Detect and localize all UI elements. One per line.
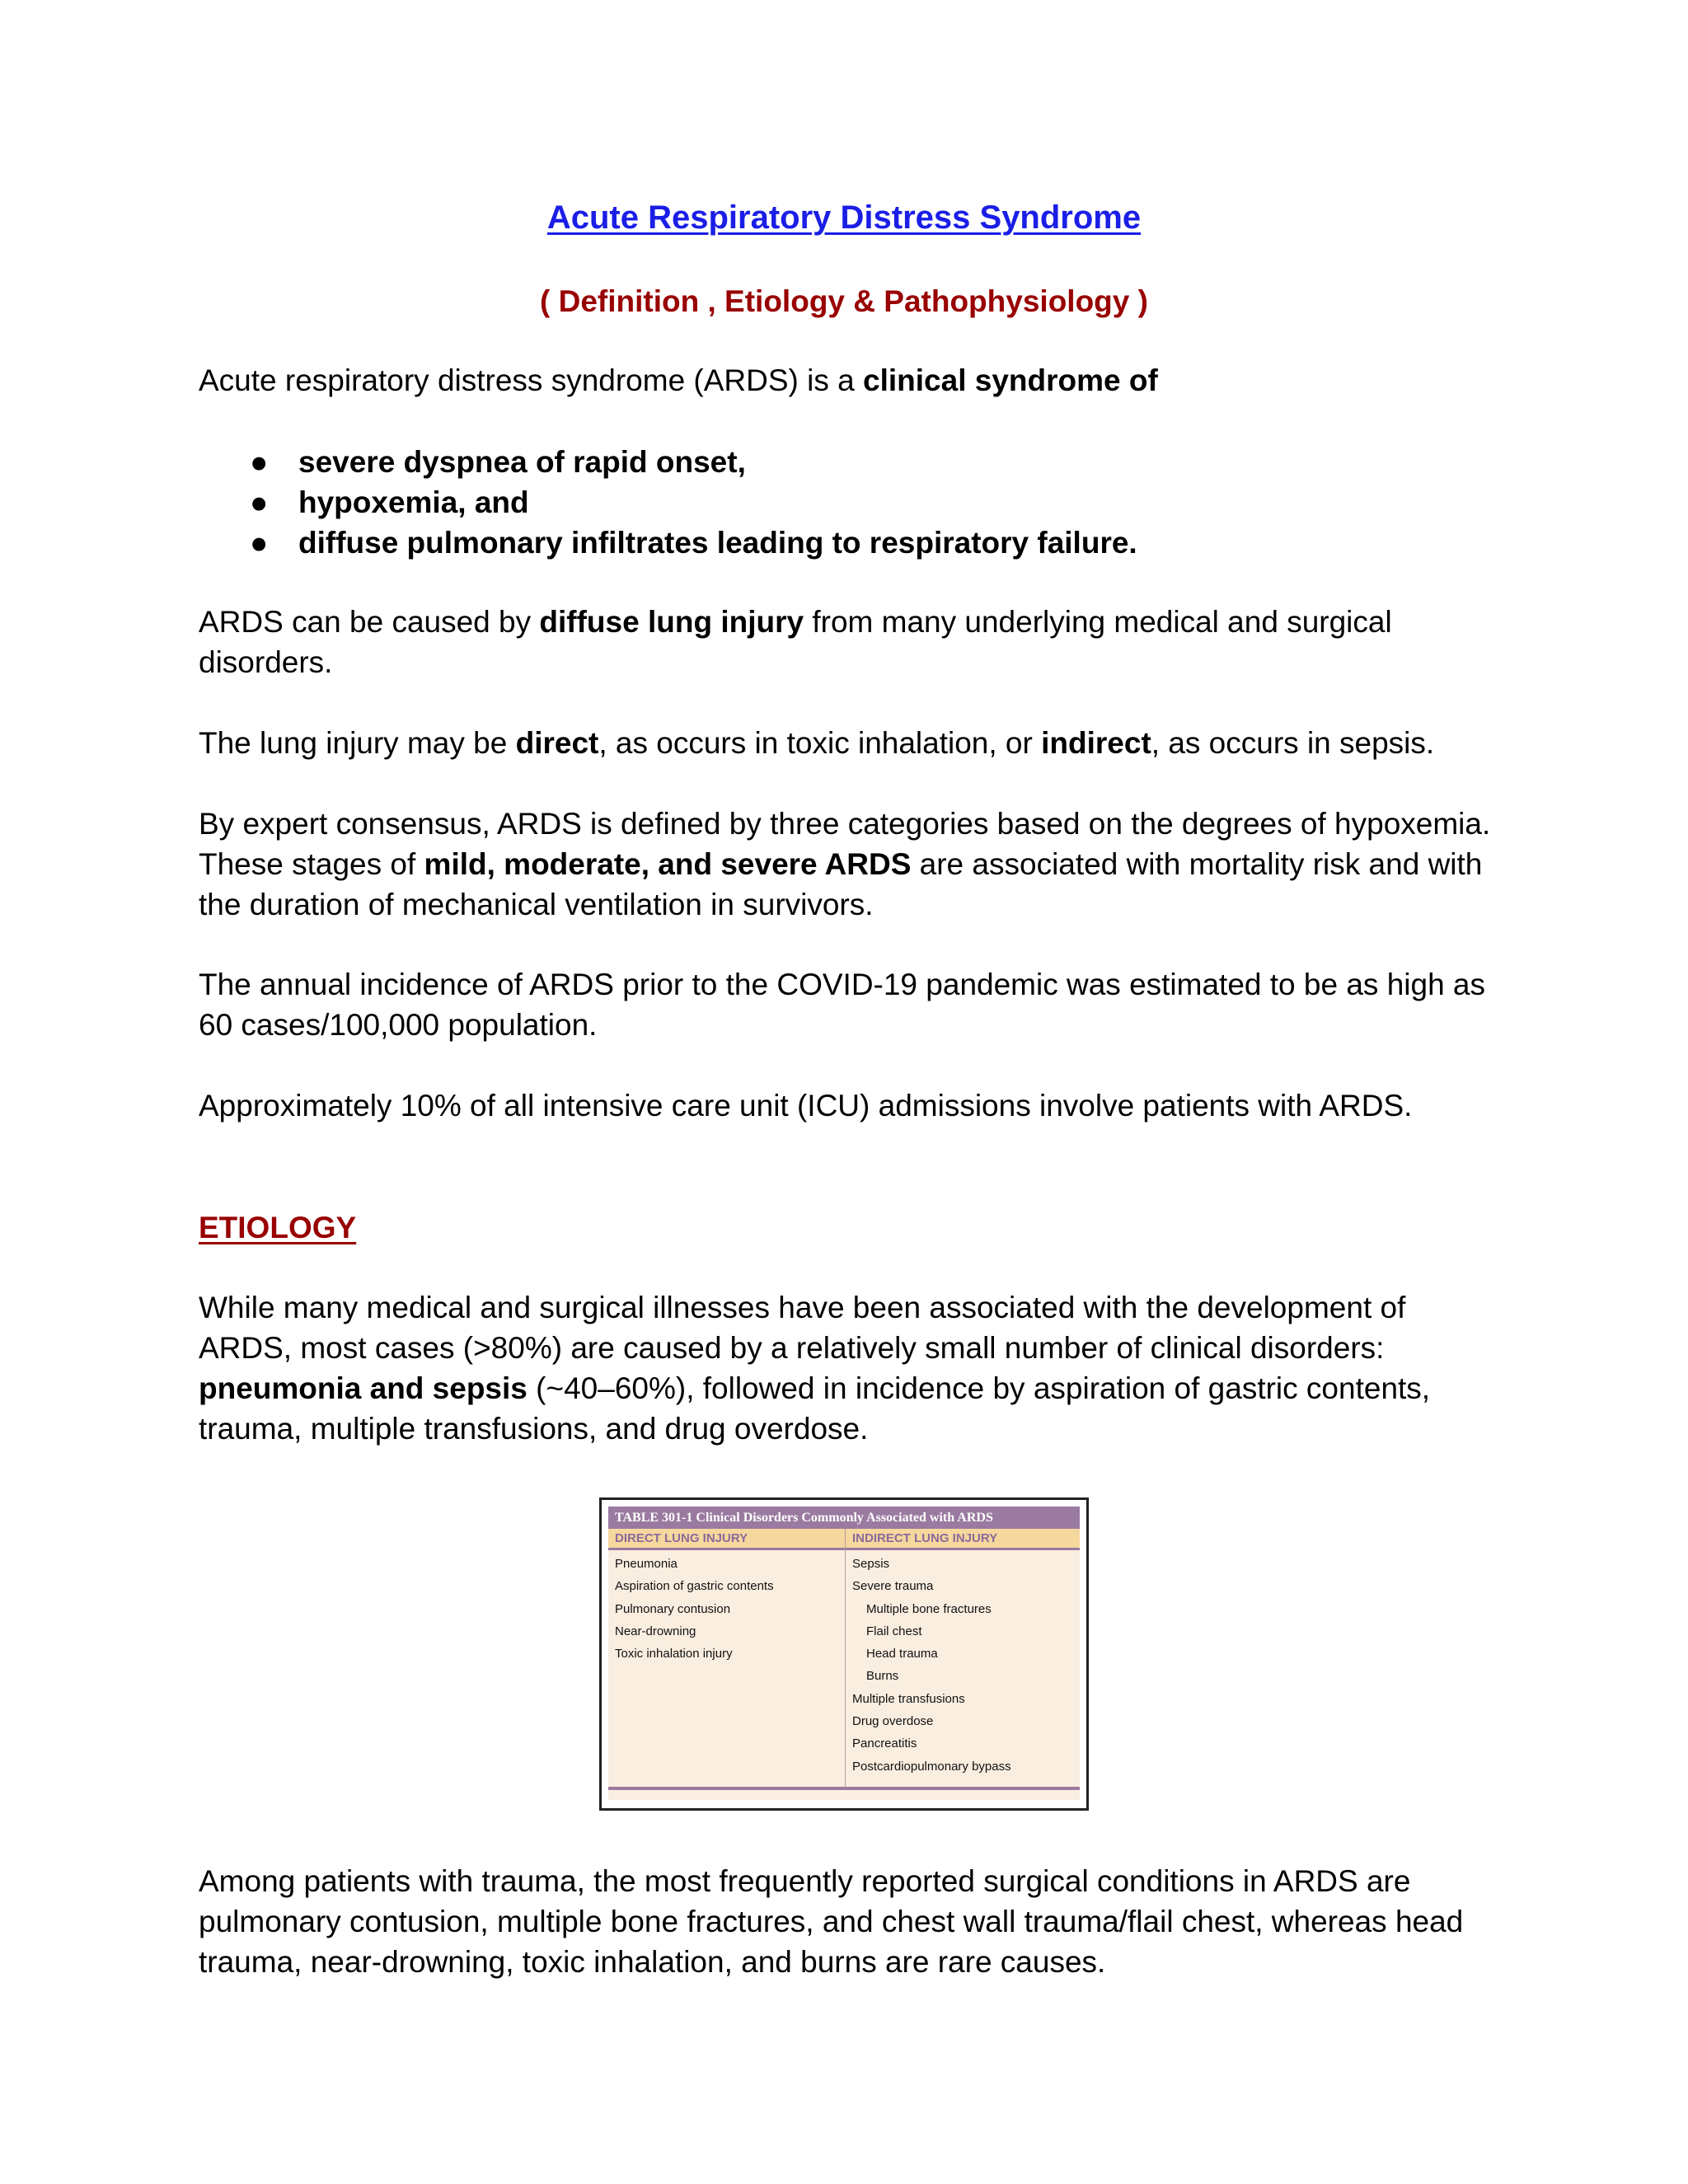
document-title — [0, 196, 1688, 239]
table-cell: Drug overdose — [852, 1714, 934, 1729]
disorders-table — [608, 1507, 1080, 1800]
table-cell: Postcardiopulmonary bypass — [852, 1759, 1011, 1774]
table-title: TABLE 301-1 Clinical Disorders Commonly Associated with ARDS — [608, 1507, 1080, 1529]
etiology-paragraph: While many medical and surgical illnesses have been associated with the development of ARDS, most cases (>80%) are caused by a relatively small number of clinical disorders: pneumonia and sepsis (~40–60%), followed in incidence by aspiration of gastric contents, trauma, multiple transfusions, and drug overdose. — [199, 1291, 1431, 1446]
table-figure — [599, 1497, 1089, 1811]
list-item: ● diffuse pulmonary infiltrates leading to respiratory failure. — [199, 523, 1501, 563]
table-cell: Toxic inhalation injury — [615, 1647, 733, 1661]
table-cell: Head trauma — [866, 1647, 938, 1661]
table-cell: Near-drowning — [615, 1624, 696, 1638]
table-cell: Burns — [866, 1669, 899, 1684]
list-item: ● severe dyspnea of rapid onset, — [199, 442, 1501, 482]
list-item: ● hypoxemia, and — [199, 482, 1501, 523]
trauma-paragraph: Among patients with trauma, the most frequently reported surgical conditions in ARDS are pulmonary contusion, multiple bone fractures, and chest wall trauma/flail chest, whereas head trauma, near-drowning, toxic inhalation, and burns are rare causes. — [199, 1864, 1464, 1979]
incidence-paragraph: The annual incidence of ARDS prior to the COVID-19 pandemic was estimated to be as high as 60 cases/100,000 population. — [199, 968, 1486, 1042]
bullet-icon: ● — [250, 485, 269, 519]
section-heading-etiology: ETIOLOGY — [199, 1211, 357, 1244]
table-cell: Sepsis — [852, 1557, 890, 1571]
bullet-icon: ● — [250, 526, 269, 560]
table-bottom-rule — [608, 1787, 1080, 1790]
icu-paragraph: Approximately 10% of all intensive care unit (ICU) admissions involve patients with ARDS. — [199, 1089, 1413, 1122]
table-cell: Aspiration of gastric contents — [615, 1579, 774, 1594]
symptom-list — [199, 442, 1501, 563]
table-cell: Severe trauma — [852, 1579, 934, 1594]
intro-paragraph: Acute respiratory distress syndrome (ARDS) is a clinical syndrome of — [199, 363, 1158, 397]
document-subtitle: ( Definition , Etiology & Pathophysiology ) — [540, 284, 1148, 318]
title-link[interactable]: Acute Respiratory Distress Syndrome — [546, 199, 1142, 236]
cause-paragraph: ARDS can be caused by diffuse lung injury from many underlying medical and surgical disorders. — [199, 605, 1392, 679]
indirect-injury-column — [852, 1553, 1011, 1778]
column-header-indirect: INDIRECT LUNG INJURY — [852, 1531, 998, 1545]
table-cell: Pulmonary contusion — [615, 1601, 731, 1616]
table-cell: Flail chest — [866, 1624, 922, 1638]
column-divider — [845, 1529, 846, 1788]
table-cell: Multiple transfusions — [852, 1691, 965, 1706]
table-header-row — [608, 1529, 1080, 1550]
table-cell: Pancreatitis — [852, 1736, 917, 1751]
column-header-direct: DIRECT LUNG INJURY — [615, 1531, 748, 1545]
bullet-icon: ● — [250, 445, 269, 479]
table-cell: Pneumonia — [615, 1557, 678, 1571]
direct-injury-column — [615, 1553, 774, 1665]
injury-paragraph: The lung injury may be direct, as occurs in toxic inhalation, or indirect, as occurs in sepsis. — [199, 726, 1435, 760]
table-cell: Multiple bone fractures — [866, 1601, 992, 1616]
consensus-paragraph: By expert consensus, ARDS is defined by three categories based on the degrees of hypoxemia. These stages of mild, moderate, and severe ARDS are associated with mortality risk and with the duration of mechanical ventilation in survivors. — [199, 807, 1491, 921]
